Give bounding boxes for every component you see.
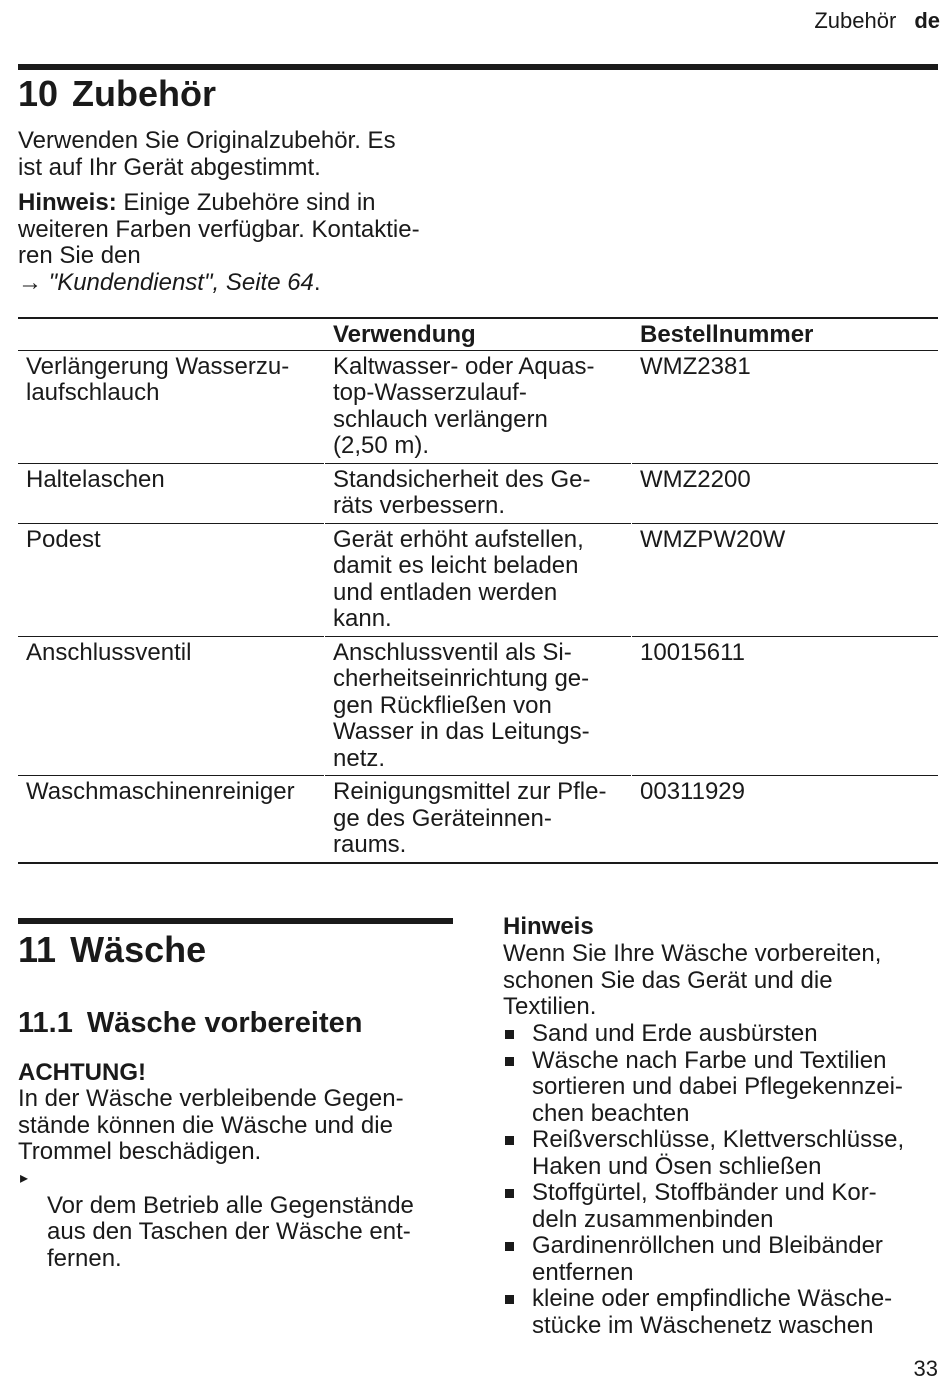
reference-link[interactable]: "Kundendienst", Seite 64	[42, 269, 314, 296]
note-reference	[18, 270, 458, 297]
chapter-11-rule	[18, 918, 453, 924]
chapter-11-title: Wäsche	[70, 929, 207, 970]
table-row	[18, 636, 938, 776]
cell-use: Anschlussventil als Si- cherheitseinrichtung ge- gen Rückfließen von Wasser in das Leitungs- netz.	[325, 636, 632, 776]
cell-name: Haltelaschen	[18, 463, 325, 523]
table-header-row	[18, 318, 938, 350]
action-step	[18, 1166, 467, 1272]
section-11-1-heading	[18, 1006, 362, 1040]
table-row	[18, 523, 938, 636]
cell-name: Waschmaschinenreiniger	[18, 776, 325, 863]
section-11-1-title: Wäsche vorbereiten	[86, 1007, 363, 1039]
header-lang: de	[914, 8, 940, 33]
cell-name: Podest	[18, 523, 325, 636]
cell-name: Anschlussventil	[18, 636, 325, 776]
header-cell-name	[18, 318, 325, 350]
cell-order: 00311929	[632, 776, 939, 863]
cell-order: WMZ2200	[632, 463, 939, 523]
accessory-table	[18, 317, 938, 864]
step-text: Vor dem Betrieb alle Gegenstände aus den Taschen der Wäsche ent- fernen.	[47, 1191, 414, 1272]
chapter-10-title: Zubehör	[72, 73, 217, 114]
running-header	[814, 8, 940, 34]
chapter-11-number: 11	[18, 929, 57, 970]
chapter-10-heading	[18, 74, 216, 114]
header-section: Zubehör	[814, 8, 897, 33]
page-number: 33	[913, 1356, 938, 1381]
cell-use: Kaltwasser- oder Aquas- top-Wasserzulauf- schlauch verlängern (2,50 m).	[325, 350, 632, 463]
cell-name: Verlängerung Wasserzu- laufschlauch	[26, 352, 290, 406]
cell-order: WMZ2381	[632, 350, 939, 463]
step-triangle-icon: ▸	[20, 1170, 29, 1187]
list-item: kleine oder empfindliche Wäsche- stücke im Wäschenetz waschen	[503, 1286, 933, 1339]
cell-order: 10015611	[632, 636, 939, 776]
hint-label: Hinweis	[503, 913, 594, 940]
reference-end: .	[313, 269, 321, 296]
table-row	[18, 463, 938, 523]
cell-use: Reinigungsmittel zur Pfle- ge des Geräteinnen- raums.	[325, 776, 632, 863]
warning-text: In der Wäsche verbleibende Gegen- stände können die Wäsche und die Trommel beschädigen.	[18, 1085, 404, 1165]
cell-use: Standsicherheit des Ge- räts verbessern.	[325, 463, 632, 523]
table-row	[18, 350, 938, 463]
list-item: Wäsche nach Farbe und Textilien sortieren und dabei Pflegekennzei- chen beachten	[503, 1048, 933, 1128]
chapter-10-number: 10	[18, 73, 59, 114]
reference-arrow-icon: →	[18, 269, 42, 296]
note-text: Einige Zubehöre sind in weiteren Farben verfügbar. Kontaktie- ren Sie den	[18, 189, 420, 269]
hint-list	[503, 1021, 933, 1339]
hint-text: Wenn Sie Ihre Wäsche vorbereiten, schonen Sie das Gerät und die Textilien.	[503, 940, 882, 1020]
chapter-10-note	[18, 190, 458, 270]
list-item: Reißverschlüsse, Klettverschlüsse, Haken und Ösen schließen	[503, 1127, 933, 1180]
list-item: Gardinenröllchen und Bleibänder entfernen	[503, 1233, 933, 1286]
header-cell-order: Bestellnummer	[632, 318, 939, 350]
note-label: Hinweis:	[18, 189, 117, 216]
header-cell-use: Verwendung	[325, 318, 632, 350]
warning-label: ACHTUNG!	[18, 1059, 146, 1086]
table-row	[18, 776, 938, 863]
list-item: Sand und Erde ausbürsten	[503, 1021, 933, 1048]
chapter-10-intro: Verwenden Sie Originalzubehör. Es ist auf Ihr Gerät abgestimmt.	[18, 127, 396, 181]
list-item: Stoffgürtel, Stoffbänder und Kor- deln zusammenbinden	[503, 1180, 933, 1233]
chapter-11-heading	[18, 930, 206, 970]
chapter-10-rule	[18, 64, 938, 70]
cell-use: Gerät erhöht aufstellen, damit es leicht beladen und entladen werden kann.	[325, 523, 632, 636]
section-11-1-number: 11.1	[18, 1007, 73, 1039]
cell-order: WMZPW20W	[632, 523, 939, 636]
